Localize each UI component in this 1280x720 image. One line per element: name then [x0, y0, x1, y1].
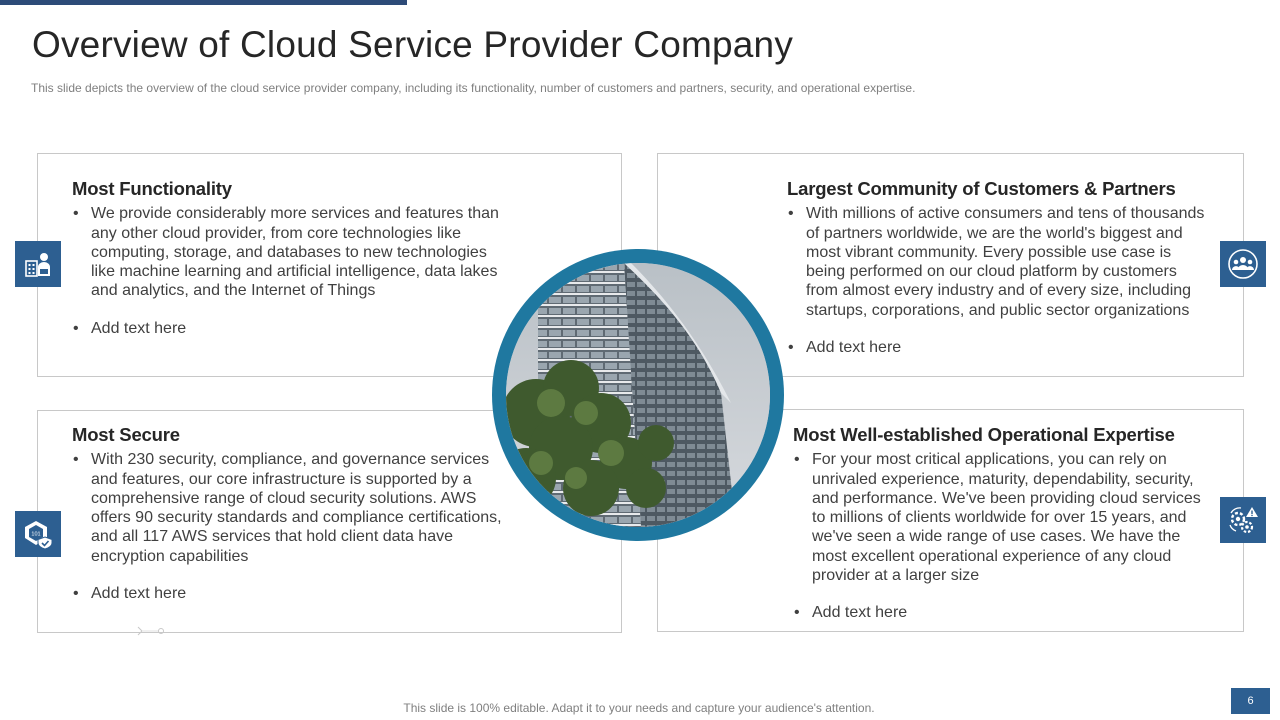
slide-footer: This slide is 100% editable. Adapt it to your needs and capture your audience's attention. — [403, 701, 875, 715]
security-shield-icon — [15, 511, 61, 557]
page-number: 6 — [1231, 688, 1270, 714]
decorative-arrow-icon — [136, 624, 176, 638]
card-bullet-text: • For your most critical applications, you can rely on unrivaled experience, maturity, dependability, security, and performance. We've been providing cloud services to millions of clients worldwide for over 15 years, and we've seen a wide range of use cases. We have the most excellent operational experience of any cloud provider at a larger size — [793, 450, 1203, 585]
card-bullet-add-text[interactable]: • Add text here — [787, 338, 1207, 357]
building-photo — [506, 263, 770, 527]
card-bullet-add-text[interactable]: • Add text here — [72, 584, 502, 603]
building-person-icon — [15, 241, 61, 287]
card-heading: Most Secure — [72, 424, 180, 445]
card-content-most-secure — [72, 425, 502, 603]
page-subtitle: This slide depicts the overview of the cloud service provider company, including its functionality, number of customers and partners, security, and operational expertise. — [31, 81, 916, 95]
gears-warning-icon — [1220, 497, 1266, 543]
card-content-largest-community — [787, 179, 1207, 357]
card-heading: Most Well-established Operational Expertise — [793, 424, 1175, 445]
top-accent-bar — [0, 0, 407, 5]
card-heading: Most Functionality — [72, 178, 232, 199]
card-bullet-text: • We provide considerably more services and features than any other cloud provider, from core technologies like computing, storage, and databases to new technologies like machine learning and artificial intelligence, data lakes and analytics, and the Internet of Things — [72, 204, 502, 300]
card-content-operational-expertise — [793, 425, 1203, 623]
card-bullet-text: • With millions of active consumers and tens of thousands of partners worldwide, we are the world's biggest and most vibrant community. Every possible use case is being performed on our cloud platform by customers from almost every industry and of every size, including startups, corporations, and public sector organizations — [787, 204, 1207, 320]
svg-text:101: 101 — [31, 531, 41, 538]
page-title: Overview of Cloud Service Provider Company — [32, 24, 794, 65]
card-content-most-functionality — [72, 179, 502, 338]
community-icon — [1220, 241, 1266, 287]
card-bullet-add-text[interactable]: • Add text here — [72, 319, 502, 338]
card-bullet-add-text[interactable]: • Add text here — [793, 603, 1203, 622]
card-heading: Largest Community of Customers & Partners — [787, 178, 1176, 199]
card-bullet-text: • With 230 security, compliance, and governance services and features, our core infrastructure is supported by a comprehensive range of cloud security solutions. AWS offers 90 security standards and compliance certifications, and all 117 AWS services that hold client data have encryption capabilities — [72, 450, 502, 566]
